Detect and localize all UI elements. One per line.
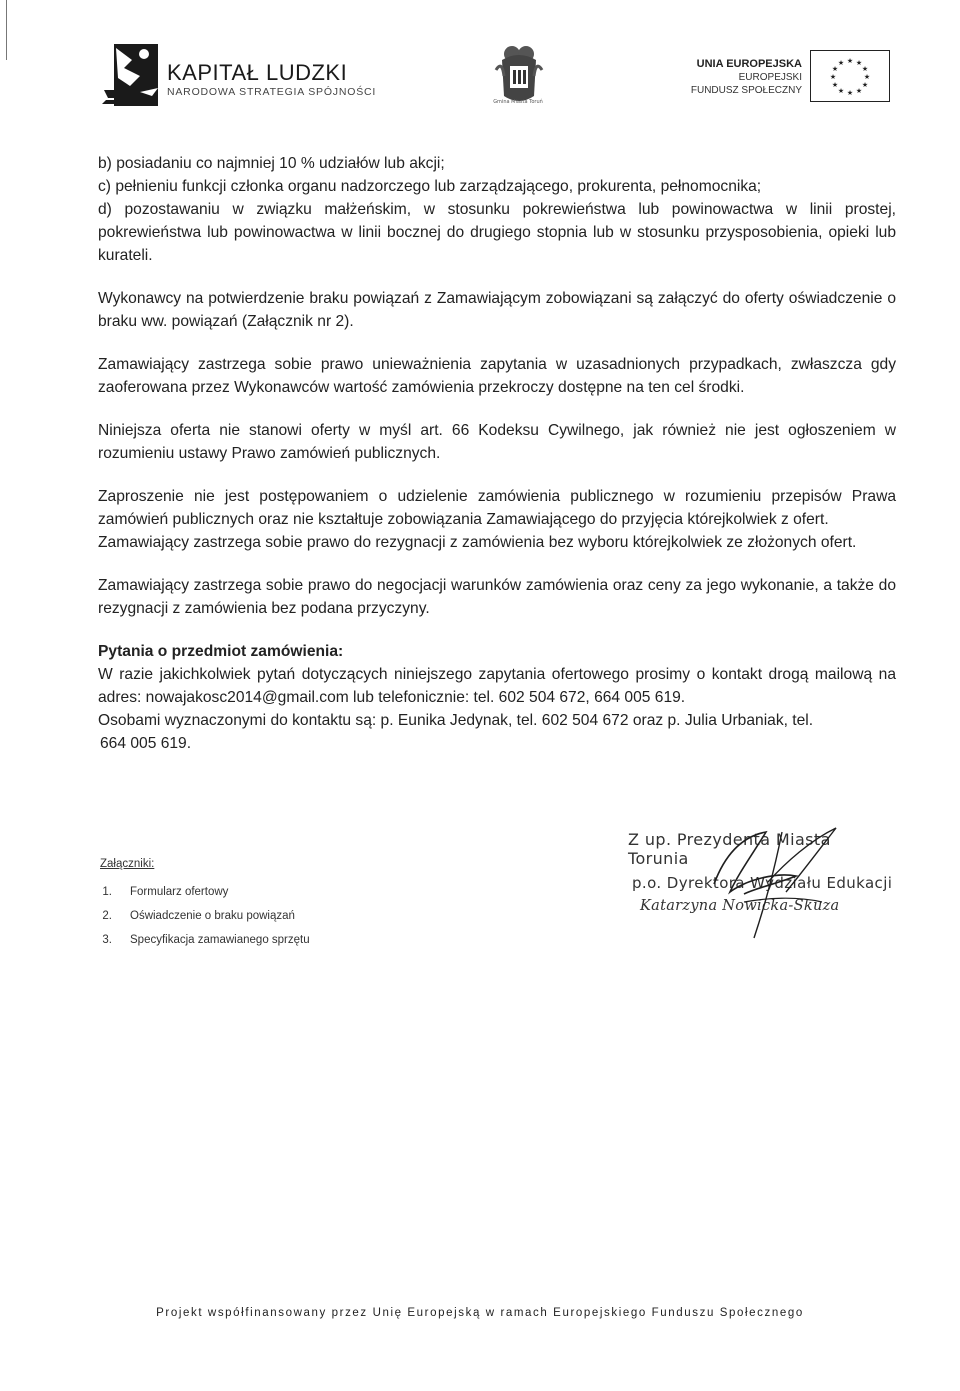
paragraph-civil-code: Niniejsza oferta nie stanowi oferty w myśl art. 66 Kodeksu Cywilnego, jak również nie jest ogłoszeniem w rozumieniu ustawy Prawo zamówień publicznych. xyxy=(98,422,896,462)
eu-line-social-fund: FUNDUSZ SPOŁECZNY xyxy=(690,85,802,96)
svg-text:★: ★ xyxy=(831,65,839,73)
attachment-number: 1. xyxy=(102,886,112,898)
program-subtitle: NARODOWA STRATEGIA SPÓJNOŚCI xyxy=(167,86,377,98)
svg-text:★: ★ xyxy=(861,81,869,89)
paragraph-not-procurement: Zaproszenie nie jest postępowaniem o udzielenie zamówienia publicznego w rozumieniu przepisów Prawa zamówień publicznych oraz nie kształtuje zobowiązania Zamawiającego do przyjęcia którejkolwiek z ofert. xyxy=(98,488,896,528)
paragraph-resignation-right: Zamawiający zastrzega sobie prawo do rezygnacji z zamówienia bez wyboru którejkolwiek ze złożonych ofert. xyxy=(98,534,857,551)
stamp-authorization-line: Z up. Prezydenta Miasta Torunia xyxy=(628,830,831,868)
questions-paragraph: W razie jakichkolwiek pytań dotyczących niniejszego zapytania ofertowego prosimy o kontakt drogą mailową na adres: nowajakosc2014@gmail.com lub telefonicznie: tel. 602 504 672, 664 005 619. xyxy=(98,666,896,706)
signature-stamp xyxy=(626,822,896,942)
attachment-title: Formularz ofertowy xyxy=(130,886,229,898)
attachment-item xyxy=(100,934,310,958)
kapital-ludzki-logo xyxy=(100,38,160,108)
eu-flag-icon xyxy=(810,50,890,102)
svg-text:★: ★ xyxy=(837,87,845,95)
list-item-d: d) pozostawaniu w związku małżeńskim, w stosunku pokrewieństwa lub powinowactwa w linii prostej, pokrewieństwa lub powinowactwa w linii bocznej do drugiego stopnia lub w stosunku przysposobienia, opieki lub kurateli. xyxy=(98,201,896,264)
attachment-title: Oświadczenie o braku powiązań xyxy=(130,910,295,922)
svg-text:★: ★ xyxy=(861,65,869,73)
handwritten-signature xyxy=(626,822,896,952)
svg-text:★: ★ xyxy=(863,73,871,81)
list-item-b: b) posiadaniu co najmniej 10 % udziałów lub akcji; xyxy=(98,155,445,172)
attachment-number: 2. xyxy=(102,910,112,922)
contacts-paragraph: Osobami wyznaczonymi do kontaktu są: p. Eunika Jedynak, tel. 602 504 672 oraz p. Julia Urbaniak, tel. xyxy=(98,712,814,729)
svg-text:★: ★ xyxy=(837,59,845,67)
svg-text:★: ★ xyxy=(855,59,863,67)
eu-caption xyxy=(691,58,802,97)
svg-text:★: ★ xyxy=(831,81,839,89)
torun-crest-icon xyxy=(494,40,544,108)
svg-text:★: ★ xyxy=(846,89,854,97)
svg-text:★: ★ xyxy=(829,73,837,81)
stamp-name-line: Katarzyna Nowicka-Skuza xyxy=(640,898,840,914)
svg-text:★: ★ xyxy=(846,57,854,65)
page-header xyxy=(0,0,960,120)
paragraph-relations-statement: Wykonawcy na potwierdzenie braku powiązań z Zamawiającym zobowiązani są załączyć do oferty oświadczenie o braku ww. powiązań (Załącznik nr 2). xyxy=(98,290,896,330)
list-item-c: c) pełnieniu funkcji członka organu nadzorczego lub zarządzającego, prokurenta, pełnomocnika; xyxy=(98,178,762,195)
attachment-title: Specyfikacja zamawianego sprzętu xyxy=(130,934,310,946)
crest-caption: Gmina Miasta Toruń xyxy=(493,99,543,105)
attachment-item xyxy=(100,910,310,934)
attachment-number: 3. xyxy=(102,934,112,946)
eu-line-european: EUROPEJSKI xyxy=(738,72,802,83)
paragraph-cancellation-right: Zamawiający zastrzega sobie prawo unieważnienia zapytania w uzasadnionych przypadkach, zwłaszcza gdy zaoferowana przez Wykonawców wartość zamówienia przekroczy dostępne na ten cel środki. xyxy=(98,356,896,396)
eu-line-union: UNIA EUROPEJSKA xyxy=(696,58,802,70)
contacts-phone-tail: 664 005 619. xyxy=(100,735,192,752)
page-footer: Projekt współfinansowany przez Unię Europejską w ramach Europejskiego Funduszu Społecznego xyxy=(156,1307,804,1319)
attachment-item xyxy=(100,886,310,910)
questions-heading: Pytania o przedmiot zamówienia: xyxy=(98,643,344,660)
svg-text:★: ★ xyxy=(855,87,863,95)
attachments-label: Załączniki: xyxy=(100,858,155,870)
attachments-list xyxy=(100,858,310,958)
stamp-position-line: p.o. Dyrektora Wydziału Edukacji xyxy=(632,874,893,892)
paragraph-negotiation-right: Zamawiający zastrzega sobie prawo do negocjacji warunków zamówienia oraz ceny za jego wykonanie, a także do rezygnacji z zamówienia bez podana przyczyny. xyxy=(98,577,896,617)
program-title: KAPITAŁ LUDZKI xyxy=(167,60,348,85)
document-body xyxy=(98,152,896,755)
